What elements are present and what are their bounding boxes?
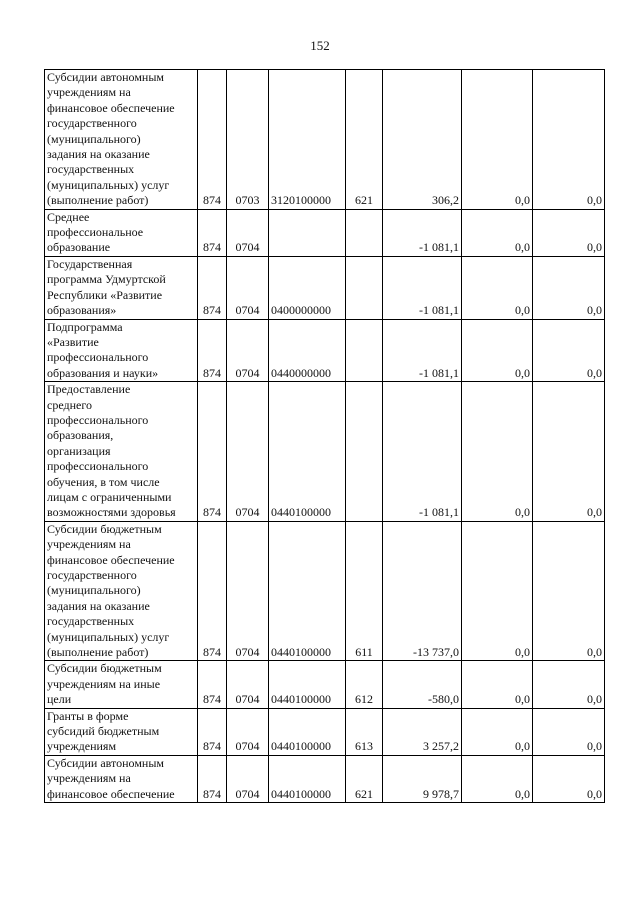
expense-type-cell: 621	[346, 755, 383, 802]
item-name-cell	[45, 755, 198, 802]
table-row	[45, 382, 605, 522]
ministry-code-cell: 874	[198, 708, 227, 755]
expense-type-cell: 613	[346, 708, 383, 755]
item-name-line: программа Удмуртской	[47, 272, 166, 287]
amount-cell-3: 0,0	[533, 521, 605, 661]
item-name-line: (муниципальных) услуг	[47, 177, 170, 192]
amount-cell-2: 0,0	[462, 209, 533, 256]
ministry-code-cell: 874	[198, 661, 227, 708]
item-name-cell	[45, 521, 198, 661]
item-name-line: учреждениям на	[47, 537, 131, 552]
item-name-line: Субсидии бюджетным	[47, 661, 162, 676]
ministry-code-cell: 874	[198, 755, 227, 802]
table-row	[45, 661, 605, 708]
amount-cell-2: 0,0	[462, 661, 533, 708]
item-name-line: (выполнение работ)	[47, 193, 149, 208]
budget-table	[44, 69, 605, 803]
section-code-cell: 0704	[227, 382, 269, 522]
item-name-line: образование	[47, 240, 111, 255]
amount-cell-3: 0,0	[533, 661, 605, 708]
item-name-line: финансовое обеспечение	[47, 100, 175, 115]
amount-cell-2: 0,0	[462, 382, 533, 522]
item-name-cell	[45, 382, 198, 522]
amount-cell-2: 0,0	[462, 755, 533, 802]
ministry-code-cell: 874	[198, 256, 227, 319]
item-name-line: финансовое обеспечение	[47, 552, 175, 567]
item-name-line: (муниципального)	[47, 583, 141, 598]
amount-cell-2: 0,0	[462, 256, 533, 319]
item-name-line: Гранты в форме	[47, 708, 129, 723]
item-name-line: учреждениям на	[47, 85, 131, 100]
section-code-cell: 0704	[227, 708, 269, 755]
item-name-line: Государственная	[47, 256, 133, 271]
table-row	[45, 70, 605, 210]
expense-type-cell	[346, 256, 383, 319]
item-name-line: субсидий бюджетным	[47, 724, 160, 739]
amount-cell: 9 978,7	[383, 755, 462, 802]
item-name-cell	[45, 661, 198, 708]
item-name-line: образования и науки»	[47, 365, 159, 380]
amount-cell-3: 0,0	[533, 209, 605, 256]
item-name-line: профессионального	[47, 412, 149, 427]
item-name-line: лицам с ограниченными	[47, 489, 172, 504]
amount-cell-3: 0,0	[533, 319, 605, 382]
ministry-code-cell: 874	[198, 209, 227, 256]
budget-table-body	[45, 70, 605, 803]
section-code-cell: 0704	[227, 661, 269, 708]
item-name-line: учреждениям на	[47, 771, 131, 786]
item-name-cell	[45, 209, 198, 256]
item-name-line: Республики «Развитие	[47, 287, 163, 302]
amount-cell: -1 081,1	[383, 256, 462, 319]
amount-cell-3: 0,0	[533, 256, 605, 319]
item-name-line: государственных	[47, 162, 135, 177]
item-name-line: (выполнение работ)	[47, 645, 149, 660]
page-number: 152	[310, 38, 330, 53]
item-name-line: учреждениям на иные	[47, 676, 161, 691]
amount-cell-3: 0,0	[533, 755, 605, 802]
amount-cell-2: 0,0	[462, 70, 533, 210]
section-code-cell: 0704	[227, 209, 269, 256]
amount-cell-3: 0,0	[533, 708, 605, 755]
ministry-code-cell: 874	[198, 70, 227, 210]
amount-cell-3: 0,0	[533, 70, 605, 210]
item-name-line: (муниципального)	[47, 131, 141, 146]
expense-type-cell	[346, 382, 383, 522]
item-name-cell	[45, 70, 198, 210]
item-name-line: образования»	[47, 303, 117, 318]
item-name-line: задания на оказание	[47, 598, 150, 613]
target-code-cell: 0440100000	[269, 661, 346, 708]
target-code-cell: 0440100000	[269, 521, 346, 661]
amount-cell-3: 0,0	[533, 382, 605, 522]
section-code-cell: 0704	[227, 256, 269, 319]
table-row	[45, 319, 605, 382]
item-name-line: государственных	[47, 614, 135, 629]
section-code-cell: 0704	[227, 755, 269, 802]
item-name-line: Субсидии бюджетным	[47, 521, 162, 536]
item-name-line: финансовое обеспечение	[47, 786, 175, 801]
item-name-line: образования,	[47, 428, 114, 443]
table-row	[45, 521, 605, 661]
item-name-cell	[45, 319, 198, 382]
amount-cell-2: 0,0	[462, 521, 533, 661]
expense-type-cell	[346, 209, 383, 256]
amount-cell: -13 737,0	[383, 521, 462, 661]
ministry-code-cell: 874	[198, 382, 227, 522]
item-name-line: возможностями здоровья	[47, 505, 176, 520]
amount-cell-2: 0,0	[462, 319, 533, 382]
item-name-line: Предоставление	[47, 382, 131, 397]
item-name-line: (муниципальных) услуг	[47, 629, 170, 644]
target-code-cell: 0440100000	[269, 755, 346, 802]
expense-type-cell: 621	[346, 70, 383, 210]
table-row	[45, 256, 605, 319]
item-name-line: организация	[47, 443, 111, 458]
item-name-cell	[45, 708, 198, 755]
section-code-cell: 0704	[227, 521, 269, 661]
section-code-cell: 0704	[227, 319, 269, 382]
item-name-line: задания на оказание	[47, 147, 150, 162]
item-name-line: «Развитие	[47, 334, 99, 349]
item-name-line: Субсидии автономным	[47, 70, 164, 84]
table-row	[45, 209, 605, 256]
amount-cell: -1 081,1	[383, 382, 462, 522]
amount-cell: -1 081,1	[383, 319, 462, 382]
item-name-line: государственного	[47, 116, 137, 131]
item-name-line: профессионального	[47, 459, 149, 474]
target-code-cell: 0400000000	[269, 256, 346, 319]
amount-cell: -580,0	[383, 661, 462, 708]
ministry-code-cell: 874	[198, 521, 227, 661]
target-code-cell: 0440100000	[269, 382, 346, 522]
item-name-line: обучения, в том числе	[47, 474, 160, 489]
item-name-line: Субсидии автономным	[47, 755, 164, 770]
item-name-line: среднего	[47, 397, 92, 412]
expense-type-cell: 611	[346, 521, 383, 661]
item-name-line: Подпрограмма	[47, 319, 123, 334]
expense-type-cell	[346, 319, 383, 382]
amount-cell: -1 081,1	[383, 209, 462, 256]
amount-cell: 306,2	[383, 70, 462, 210]
ministry-code-cell: 874	[198, 319, 227, 382]
table-row	[45, 708, 605, 755]
item-name-line: профессиональное	[47, 225, 144, 240]
table-row	[45, 755, 605, 802]
amount-cell-2: 0,0	[462, 708, 533, 755]
expense-type-cell: 612	[346, 661, 383, 708]
item-name-line: цели	[47, 692, 72, 707]
item-name-cell	[45, 256, 198, 319]
item-name-line: государственного	[47, 568, 137, 582]
target-code-cell: 3120100000	[269, 70, 346, 210]
target-code-cell: 0440100000	[269, 708, 346, 755]
amount-cell: 3 257,2	[383, 708, 462, 755]
target-code-cell: 0440000000	[269, 319, 346, 382]
section-code-cell: 0703	[227, 70, 269, 210]
item-name-line: профессионального	[47, 350, 149, 365]
item-name-line: Среднее	[47, 209, 90, 224]
item-name-line: учреждениям	[47, 739, 117, 754]
target-code-cell	[269, 209, 346, 256]
